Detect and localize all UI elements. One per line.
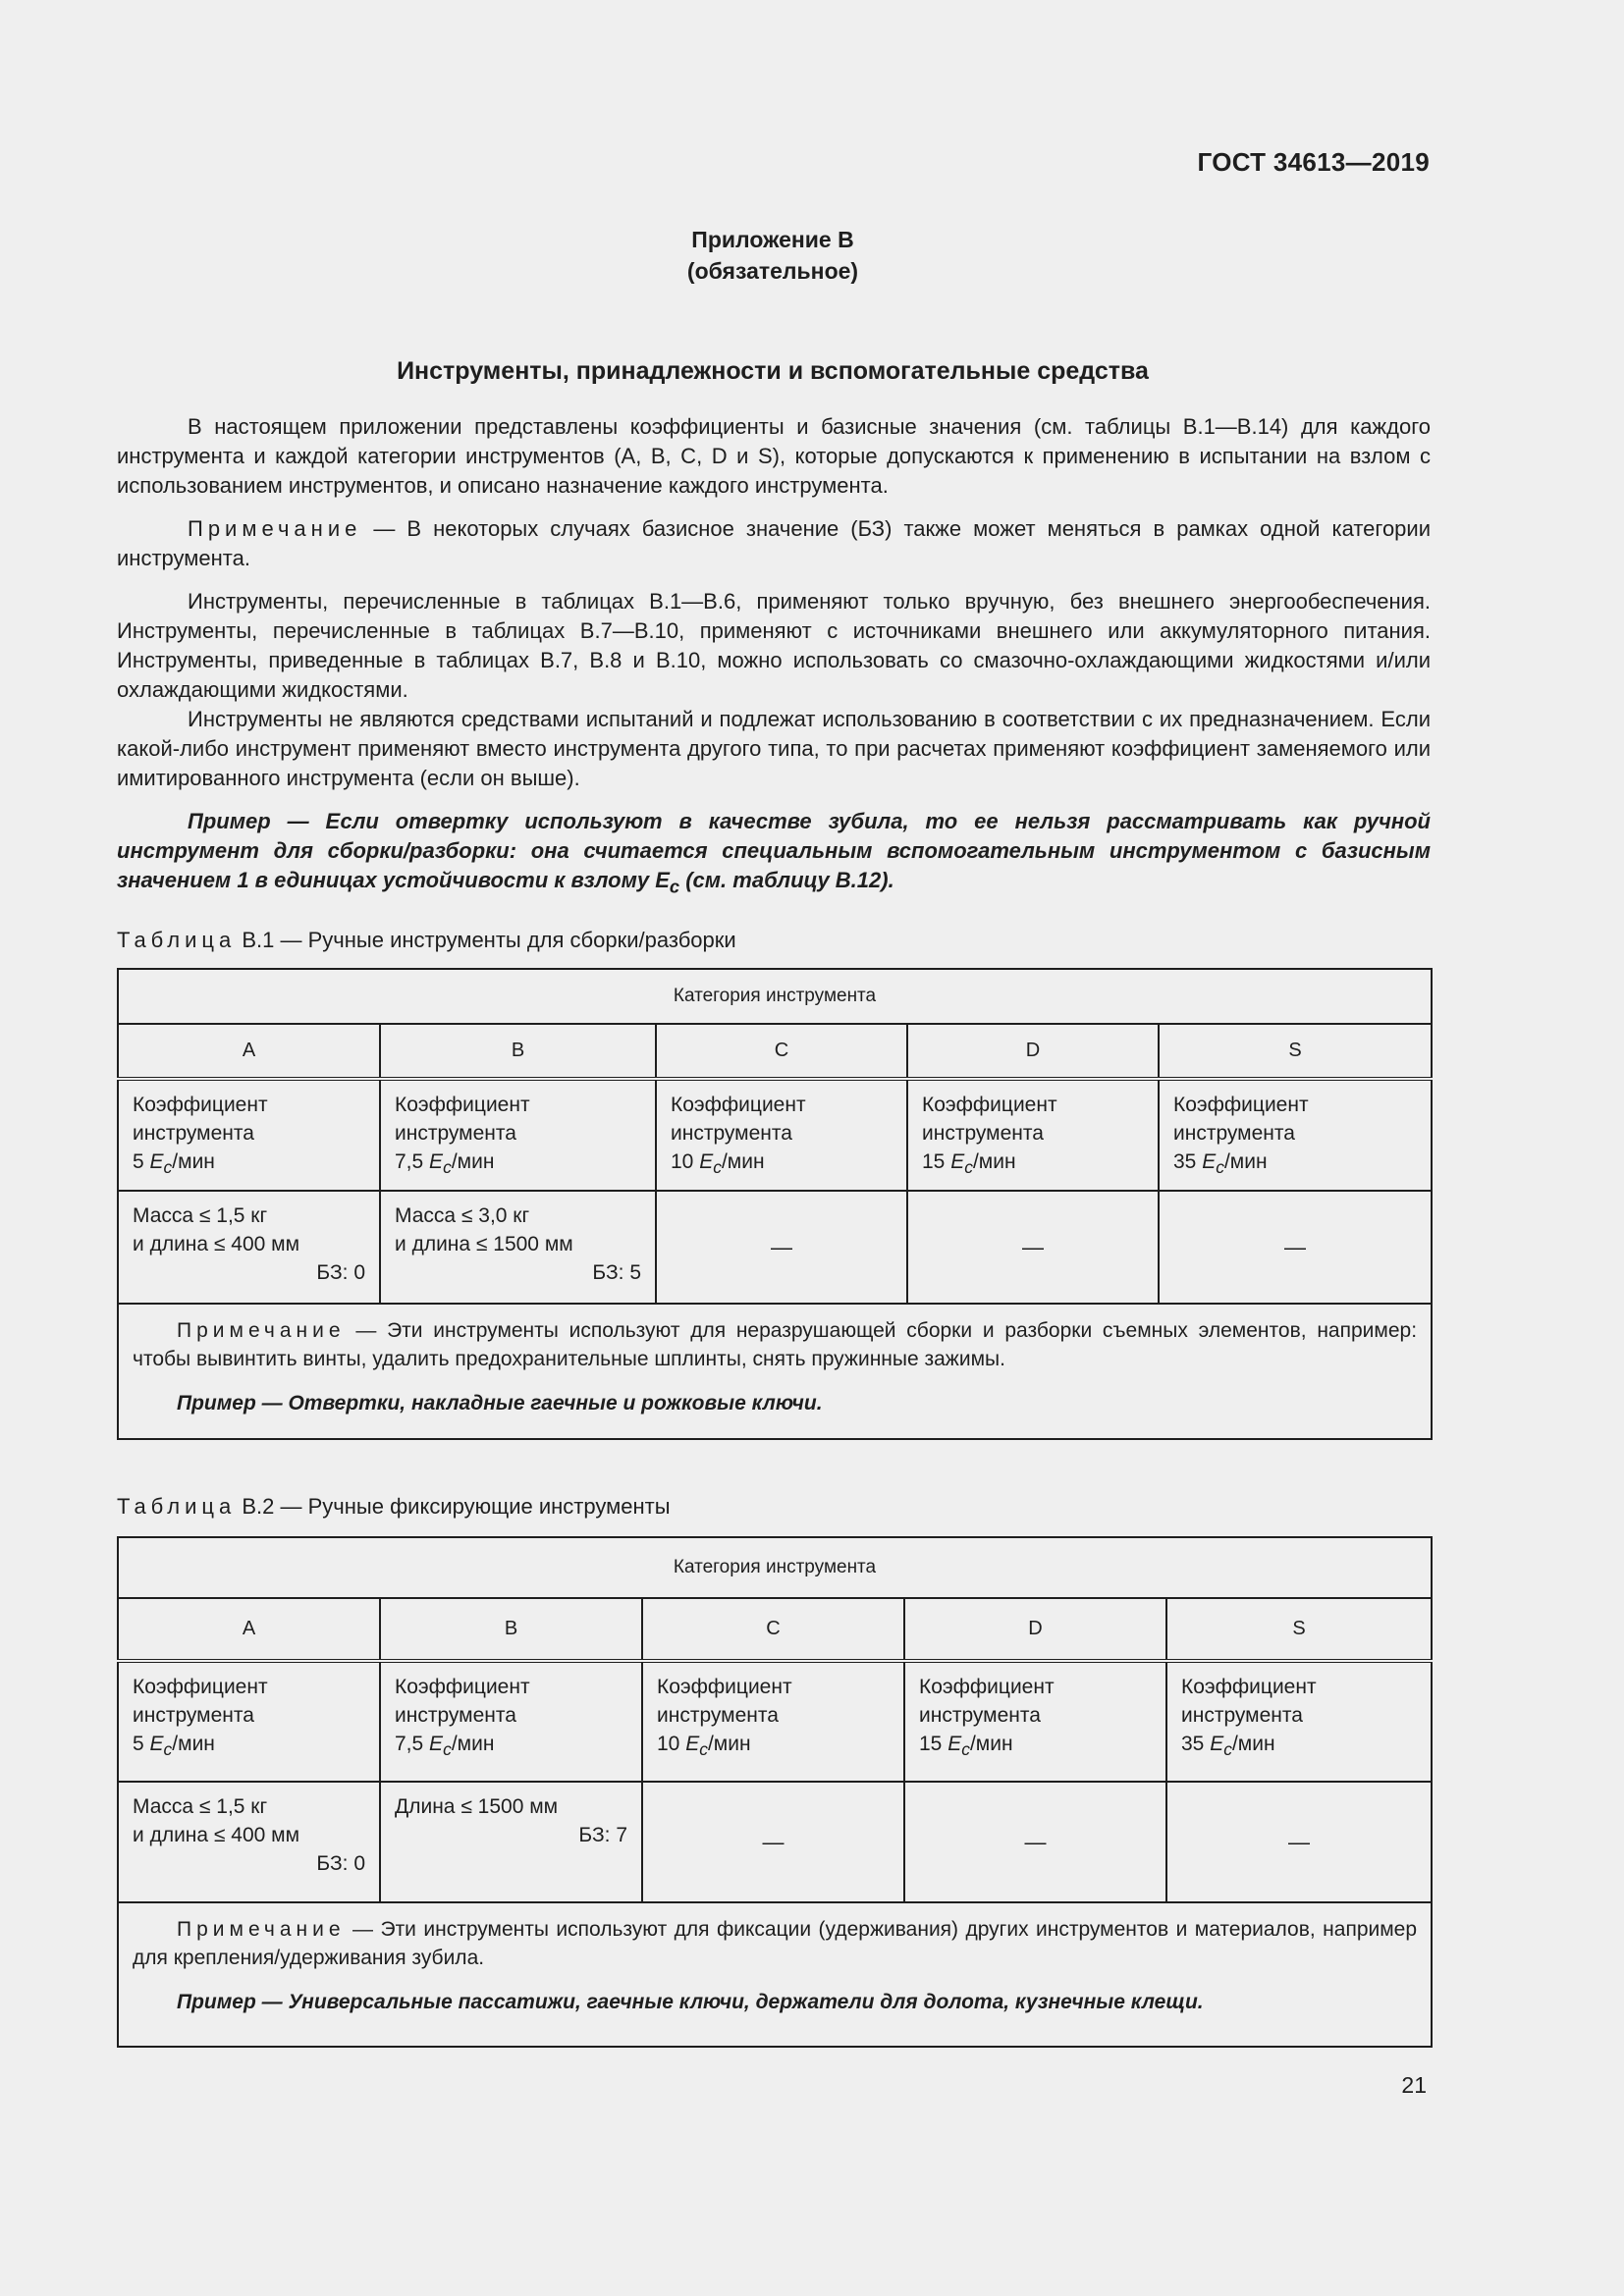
unit-e: E — [950, 1150, 965, 1173]
coef-label2: инструмента — [671, 1122, 792, 1145]
mass-cell-a — [118, 1191, 380, 1304]
table1-caption-label: Таблица — [117, 928, 237, 952]
empty-cell-c: — — [656, 1191, 907, 1304]
note-example: Пример — Отвертки, накладные гаечные и рожковые ключи. — [177, 1392, 823, 1415]
annex-heading — [0, 224, 1545, 287]
coef-label2: инструмента — [919, 1704, 1041, 1727]
coefficient-cell — [118, 1661, 380, 1782]
table2-caption-label: Таблица — [117, 1494, 237, 1519]
coefficient-cell — [1159, 1079, 1432, 1191]
unit-min: /мин — [172, 1150, 215, 1173]
annex-status: (обязательное) — [686, 258, 859, 284]
coef-number: 15 — [919, 1733, 943, 1755]
table1-caption-text: В.1 — Ручные инструменты для сборки/разборки — [236, 928, 736, 952]
unit-c: c — [699, 1739, 708, 1760]
unit-c: c — [964, 1157, 973, 1178]
empty-cell-d: — — [904, 1782, 1166, 1902]
coef-value — [133, 1730, 367, 1764]
coef-number: 5 — [133, 1733, 144, 1755]
example-text: Пример — Если отвертку используют в качестве зубила, то ее нельзя рассматривать как ручной инструмент для сборки/разборки: она считается специальным вспомогательным инструментом с базисным значением 1 в единицах устойчивости к взлому — [117, 809, 1431, 892]
note-label: Примечание — [177, 1319, 346, 1342]
coef-value — [922, 1148, 1146, 1182]
unit-e: E — [947, 1733, 962, 1755]
note-text: — Эти инструменты используют для фиксации (удерживания) других инструментов и материалов, например для крепления/удерживания зубила. — [133, 1918, 1418, 1969]
example-unit-E: E — [655, 868, 670, 892]
category-s: S — [1166, 1598, 1432, 1661]
mass-line1: Масса ≤ 1,5 кг — [133, 1795, 268, 1818]
coefficient-cell — [1166, 1661, 1432, 1782]
intro-paragraph-1: В настоящем приложении представлены коэффициенты и базисные значения (см. таблицы В.1—В.14) для каждого инструмента и каждой категории инструментов (А, В, С, D и S), которые допускаются к применению в испытании на взлом с использованием инструментов, и описано назначение каждого инструмента. — [117, 414, 1431, 498]
note-label: Примечание — [177, 1918, 346, 1941]
unit-c: c — [1216, 1157, 1224, 1178]
category-d: D — [904, 1598, 1166, 1661]
coef-value — [671, 1148, 894, 1182]
coef-number: 10 — [657, 1733, 680, 1755]
coef-label2: инструмента — [395, 1704, 516, 1727]
coef-value — [919, 1730, 1154, 1764]
unit-c: c — [443, 1157, 452, 1178]
category-header: Категория инструмента — [118, 969, 1432, 1024]
mass-cell-b — [380, 1191, 656, 1304]
coefficient-cell — [380, 1661, 642, 1782]
note-text: — В некоторых случаях базисное значение (БЗ) также может меняться в рамках одной категории инструмента. — [117, 516, 1431, 570]
empty-cell-s: — — [1159, 1191, 1432, 1304]
empty-cell-c: — — [642, 1782, 904, 1902]
category-b: В — [380, 1024, 656, 1079]
unit-c: c — [713, 1157, 722, 1178]
coefficient-cell — [118, 1079, 380, 1191]
category-header: Категория инструмента — [118, 1537, 1432, 1598]
coef-value — [1173, 1148, 1419, 1182]
coef-label: Коэффициент — [671, 1094, 806, 1116]
document-code: ГОСТ 34613—2019 — [1197, 147, 1430, 177]
coef-value — [395, 1730, 629, 1764]
unit-min: /мин — [721, 1150, 765, 1173]
intro-note — [117, 514, 1431, 573]
coef-number: 35 — [1181, 1733, 1205, 1755]
base-value: БЗ: 7 — [578, 1824, 627, 1846]
section-title: Инструменты, принадлежности и вспомогательные средства — [397, 357, 1149, 385]
unit-min: /мин — [972, 1150, 1016, 1173]
page-number: 21 — [1401, 2072, 1427, 2098]
unit-c: c — [163, 1739, 173, 1760]
coef-label: Коэффициент — [133, 1094, 268, 1116]
unit-c: c — [961, 1739, 970, 1760]
coef-label: Коэффициент — [1181, 1676, 1317, 1698]
example-text-end: (см. таблицу В.12). — [679, 868, 894, 892]
unit-min: /мин — [969, 1733, 1013, 1755]
intro-paragraph-2: Инструменты, перечисленные в таблицах В.1—В.6, применяют только вручную, без внешнего энергообеспечения. Инструменты, перечисленные в таблицах В.7—В.10, применяют с источниками внешнего или аккумуляторного питания. Инструменты, приведенные в таблицах В.7, В.8 и В.10, можно использовать со смазочно-охлаждающими жидкостями и/или охлаждающими жидкостями. — [117, 589, 1431, 702]
coef-value — [1181, 1730, 1419, 1764]
coef-value — [395, 1148, 643, 1182]
coef-number: 7,5 — [395, 1733, 424, 1755]
coef-number: 10 — [671, 1150, 694, 1173]
unit-min: /мин — [172, 1733, 215, 1755]
category-c: С — [656, 1024, 907, 1079]
coef-value — [657, 1730, 892, 1764]
intro-paragraph-3: Инструменты не являются средствами испытаний и подлежат использованию в соответствии с их предназначением. Если какой-либо инструмент применяют вместо инструмента другого типа, то при расчетах применяют коэффициент заменяемого или имитированного инструмента (если он выше). — [117, 707, 1431, 790]
coef-label: Коэффициент — [395, 1676, 530, 1698]
table-note — [118, 1902, 1432, 2047]
unit-min: /мин — [707, 1733, 751, 1755]
coef-label: Коэффициент — [133, 1676, 268, 1698]
category-b: В — [380, 1598, 642, 1661]
unit-c: c — [443, 1739, 452, 1760]
category-c: С — [642, 1598, 904, 1661]
coef-label2: инструмента — [922, 1122, 1044, 1145]
table1-caption — [117, 928, 736, 953]
intro-example — [117, 807, 1431, 901]
coefficient-cell — [380, 1079, 656, 1191]
coef-label: Коэффициент — [395, 1094, 530, 1116]
note-label: Примечание — [188, 516, 362, 541]
category-a: А — [118, 1598, 380, 1661]
table2-caption — [117, 1494, 671, 1520]
coef-number: 5 — [133, 1150, 144, 1173]
unit-min: /мин — [451, 1150, 495, 1173]
coef-label2: инструмента — [395, 1122, 516, 1145]
base-value: БЗ: 5 — [592, 1261, 641, 1284]
coef-number: 35 — [1173, 1150, 1197, 1173]
annex-title: Приложение В — [691, 227, 854, 252]
mass-line1: Масса ≤ 1,5 кг — [133, 1204, 268, 1227]
unit-min: /мин — [1223, 1150, 1268, 1173]
note-paragraph — [133, 1316, 1417, 1373]
note-example: Пример — Универсальные пассатижи, гаечные ключи, держатели для долота, кузнечные клещи. — [177, 1991, 1204, 2013]
table-b1 — [117, 968, 1433, 1440]
mass-line2: и длина ≤ 400 мм — [133, 1233, 300, 1255]
coef-label: Коэффициент — [922, 1094, 1057, 1116]
coefficient-cell — [904, 1661, 1166, 1782]
empty-cell-s: — — [1166, 1782, 1432, 1902]
unit-e: E — [149, 1150, 164, 1173]
table-b2 — [117, 1536, 1433, 2048]
mass-line1: Длина ≤ 1500 мм — [395, 1795, 559, 1818]
coef-label2: инструмента — [1181, 1704, 1303, 1727]
intro-text — [117, 412, 1431, 901]
category-d: D — [907, 1024, 1159, 1079]
unit-e: E — [149, 1733, 164, 1755]
coef-label2: инструмента — [133, 1704, 254, 1727]
coef-label: Коэффициент — [919, 1676, 1055, 1698]
unit-e: E — [685, 1733, 700, 1755]
coef-label2: инструмента — [1173, 1122, 1295, 1145]
unit-e: E — [699, 1150, 714, 1173]
empty-cell-d: — — [907, 1191, 1159, 1304]
coefficient-cell — [656, 1079, 907, 1191]
unit-e: E — [1202, 1150, 1217, 1173]
coef-label: Коэффициент — [657, 1676, 792, 1698]
note-text: — Эти инструменты используют для неразрушающей сборки и разборки съемных элементов, например: чтобы вывинтить винты, удалить предохранительные шплинты, снять пружинные зажимы. — [133, 1319, 1418, 1370]
unit-min: /мин — [1231, 1733, 1275, 1755]
note-paragraph — [133, 1915, 1417, 1972]
unit-e: E — [429, 1150, 444, 1173]
coef-value — [133, 1148, 367, 1182]
unit-e: E — [1210, 1733, 1224, 1755]
coef-number: 15 — [922, 1150, 946, 1173]
base-value: БЗ: 0 — [316, 1852, 365, 1875]
coefficient-cell — [642, 1661, 904, 1782]
example-unit-c: c — [669, 876, 680, 897]
coef-label2: инструмента — [133, 1122, 254, 1145]
unit-e: E — [429, 1733, 444, 1755]
coefficient-cell — [907, 1079, 1159, 1191]
table-note — [118, 1304, 1432, 1439]
category-a: А — [118, 1024, 380, 1079]
mass-cell-a — [118, 1782, 380, 1902]
table2-caption-text: В.2 — Ручные фиксирующие инструменты — [236, 1494, 671, 1519]
category-s: S — [1159, 1024, 1432, 1079]
unit-min: /мин — [451, 1733, 495, 1755]
unit-c: c — [1223, 1739, 1232, 1760]
mass-line2: и длина ≤ 1500 мм — [395, 1233, 573, 1255]
coef-label: Коэффициент — [1173, 1094, 1309, 1116]
coef-label2: инструмента — [657, 1704, 779, 1727]
mass-cell-b — [380, 1782, 642, 1902]
base-value: БЗ: 0 — [316, 1261, 365, 1284]
unit-c: c — [163, 1157, 173, 1178]
mass-line2: и длина ≤ 400 мм — [133, 1824, 300, 1846]
mass-line1: Масса ≤ 3,0 кг — [395, 1204, 530, 1227]
coef-number: 7,5 — [395, 1150, 424, 1173]
